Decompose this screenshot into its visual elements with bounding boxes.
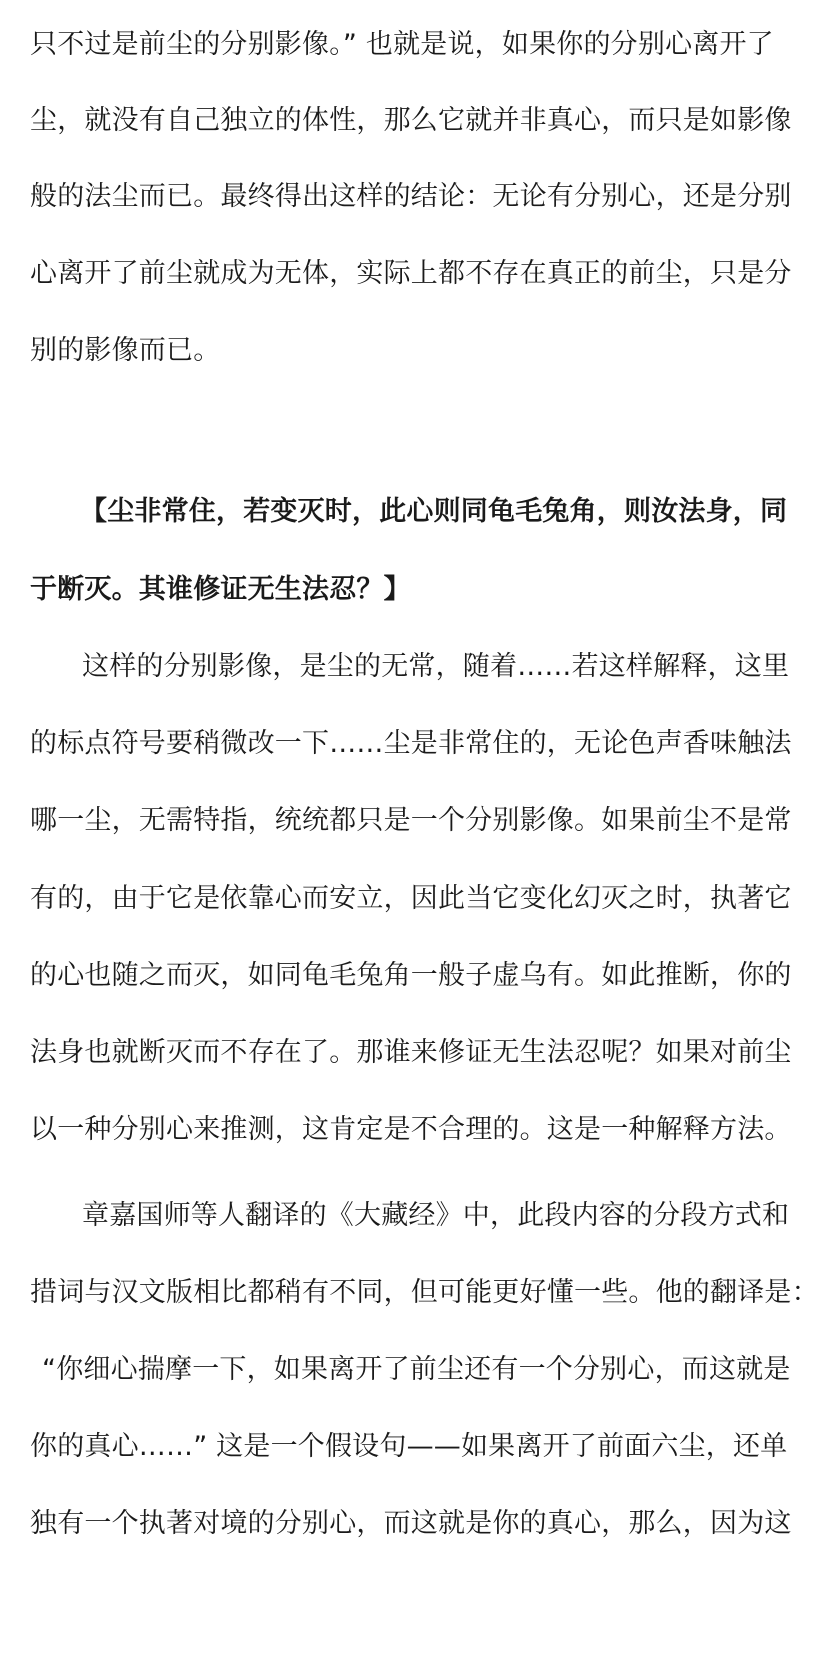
text-line: 只不过是前尘的分别影像。” 也就是说，如果你的分别心离开了 [30,29,774,60]
quote-line: 于断灭。其谁修证无生法忍？】 [30,574,411,605]
text-line: 有的，由于它是依靠心而安立，因此当它变化幻灭之时，执著它 [30,883,792,914]
text-line: 的心也随之而灭，如同龟毛兔角一般子虚乌有。如此推断，你的 [30,960,792,991]
text-line: 尘，就没有自己独立的体性，那么它就并非真心，而只是如影像 [30,105,792,136]
text-line: 法身也就断灭而不存在了。那谁来修证无生法忍呢？如果对前尘 [30,1037,792,1068]
text-line: 这样的分别影像，是尘的无常，随着……若这样解释，这里 [82,651,790,682]
text-line: 以一种分别心来推测，这肯定是不合理的。这是一种解释方法。 [30,1114,792,1145]
text-line: 的标点符号要稍微改一下……尘是非常住的，无论色声香味触法 [30,728,792,759]
text-line: 哪一尘，无需特指，统统都只是一个分别影像。如果前尘不是常 [30,805,792,836]
text-line: 措词与汉文版相比都稍有不同，但可能更好懂一些。他的翻译是： [30,1277,819,1308]
text-line: 章嘉国师等人翻译的《大藏经》中，此段内容的分段方式和 [82,1200,790,1231]
text-line: 别的影像而已。 [30,335,221,366]
text-line: 独有一个执著对境的分别心，而这就是你的真心，那么，因为这 [30,1508,792,1539]
quote-line: 【尘非常住，若变灭时，此心则同龟毛兔角，则汝法身，同 [80,496,788,527]
text-line: 般的法尘而已。最终得出这样的结论：无论有分别心，还是分别 [30,181,792,212]
text-line: 你的真心……” 这是一个假设句——如果离开了前面六尘，还单 [30,1431,788,1462]
text-line: “你细心揣摩一下，如果离开了前尘还有一个分别心，而这就是 [42,1354,791,1385]
text-line: 心离开了前尘就成为无体，实际上都不存在真正的前尘，只是分 [30,258,792,289]
